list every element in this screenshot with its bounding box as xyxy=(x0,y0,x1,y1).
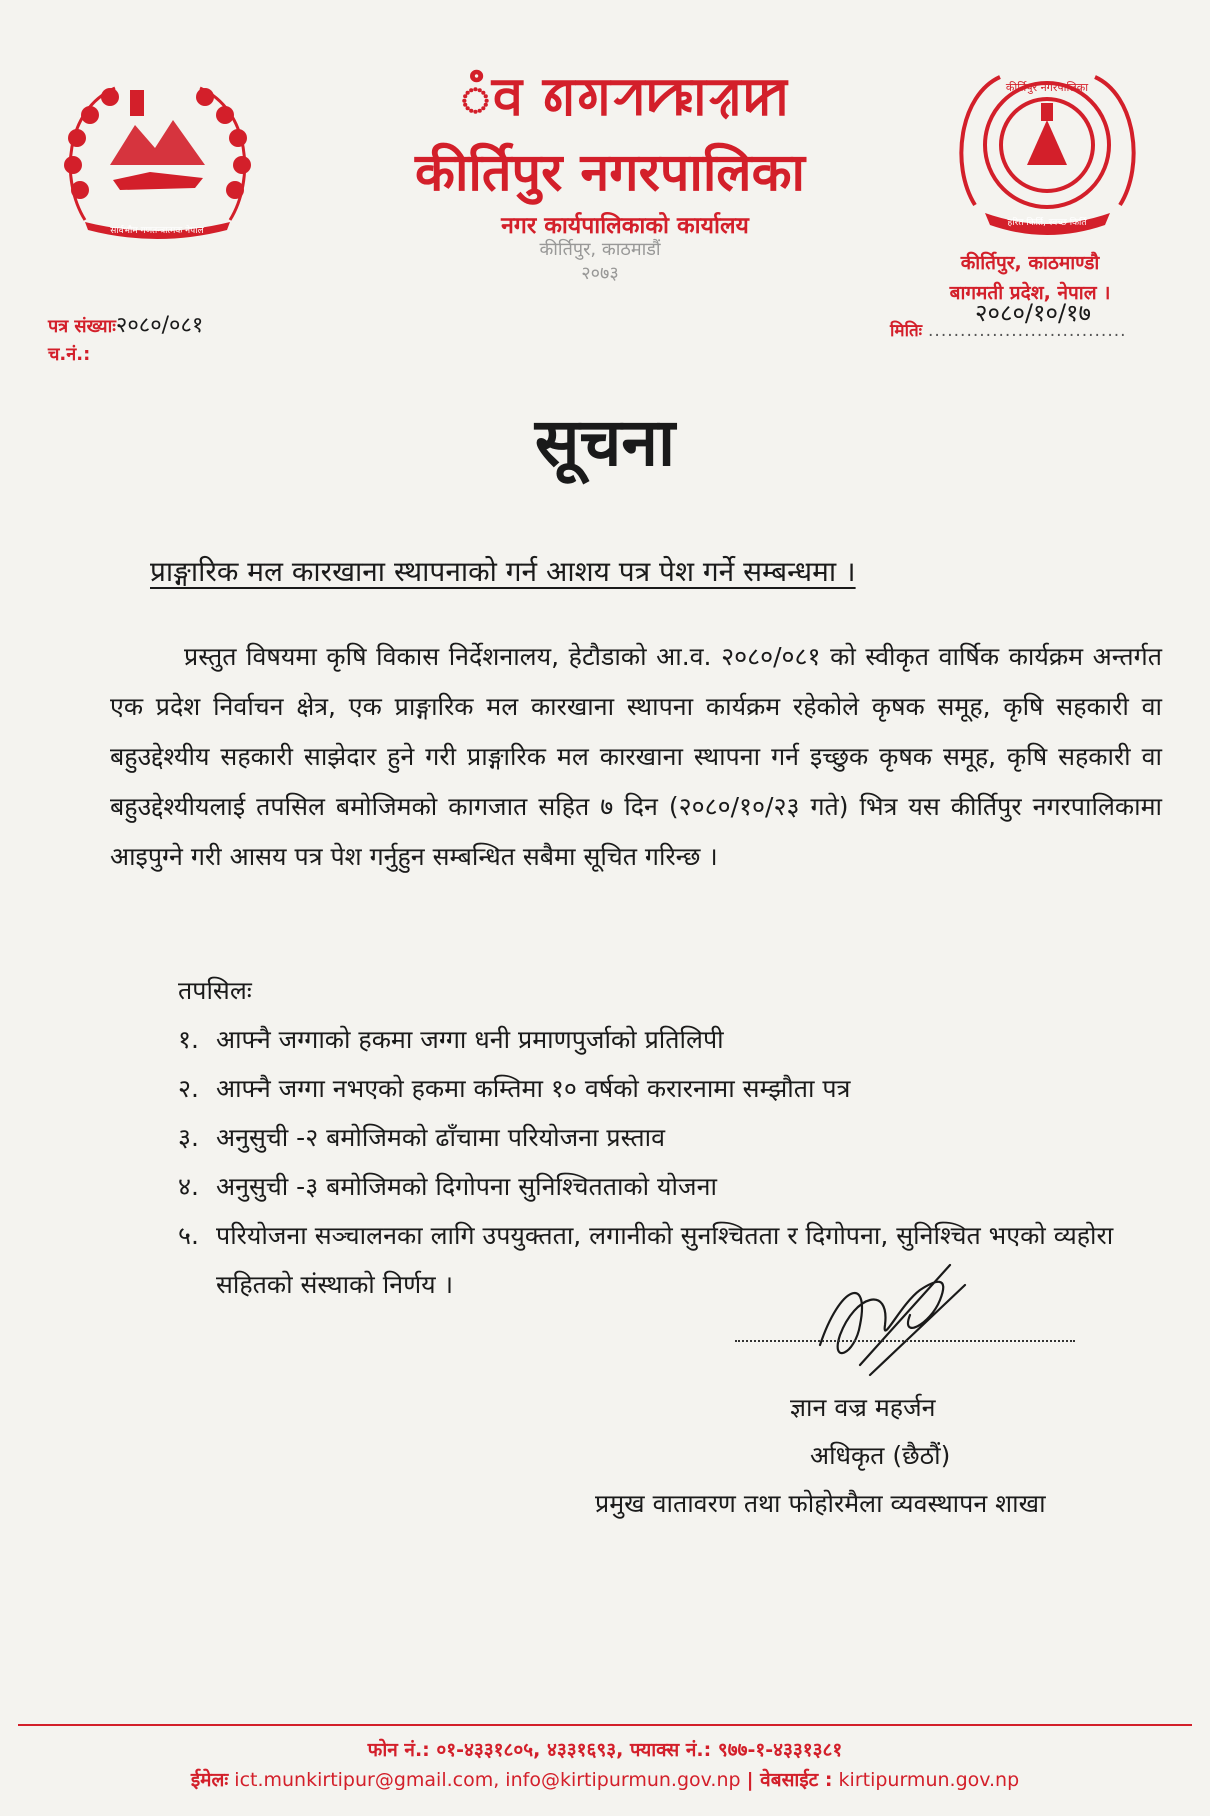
municipality-title: कीर्तिपुर नगरपालिका xyxy=(415,143,805,203)
svg-text:हरित किर्ति, स्वच्छ किर्ति: हरित किर्ति, स्वच्छ किर्ति xyxy=(1007,218,1087,228)
body-paragraph: प्रस्तुत विषयमा कृषि विकास निर्देशनालय, हेटौडाको आ.व. २०८०/०८१ को स्वीकृत वार्षिक कार्यक्रम अन्तर्गत एक प्रदेश निर्वाचन क्षेत्र, एक प्राङ्गारिक मल कारखाना स्थापना कार्यक्रम रहेकोले कृषक समूह, कृषि सहकारी वा बहुउद्देश्यीय सहकारी साझेदार हुने गरी प्राङ्गारिक मल कारखाना स्थापना गर्न इच्छुक कृषक समूह, कृषि सहकारी वा बहुउद्देश्यीयलाई तपसिल बमोजिमको कागजात सहित ७ दिन (२०८०/१०/२३ गते) भित्र यस कीर्तिपुर नगरपालिकामा आइपुग्ने गरी आसय पत्र पेश गर्नुहुन सम्बन्धित सबैमा सूचित गरिन्छ । xyxy=(110,642,1162,871)
svg-text:कीर्तिपुर नगरपालिका: कीर्तिपुर नगरपालिका xyxy=(1005,81,1089,94)
footer-divider xyxy=(18,1724,1192,1726)
nepal-emblem-icon xyxy=(55,70,260,240)
address-line-2: बागमती प्रदेश, नेपाल । xyxy=(949,282,1111,304)
list-item-number: २. xyxy=(178,1074,199,1103)
website-value[interactable]: kirtipurmun.gov.np xyxy=(838,1769,1020,1791)
date-value: २०८०/१०/१७ xyxy=(975,299,1092,327)
signatory-post: अधिकृत (छैठौं) xyxy=(810,1441,951,1470)
signatory-name: ज्ञान वज्र महर्जन xyxy=(790,1393,936,1422)
footer-phone: फोन नं.: ०१-४३३१८०५, ४३३१६९३, फ्याक्स नं.: ९७७-१-४३३१३८१ xyxy=(367,1739,843,1761)
office-subtitle: नगर कार्यपालिकाको कार्यालय xyxy=(501,213,749,239)
list-item-number: ३. xyxy=(178,1123,199,1152)
miti-dots: ............................... xyxy=(928,321,1127,341)
requirements-list xyxy=(178,1015,1178,1309)
list-item xyxy=(178,1064,1178,1113)
list-item xyxy=(178,1162,1178,1211)
list-item-number: ४. xyxy=(178,1172,199,1201)
website-label: | वेबसाईट : xyxy=(746,1769,833,1791)
list-item-text: अनुसुची -२ बमोजिमको ढाँचामा परियोजना प्रस्ताव xyxy=(216,1123,666,1152)
email-value[interactable]: ict.munkirtipur@gmail.com, info@kirtipurmun.gov.np xyxy=(234,1769,741,1791)
signatory-branch: प्रमुख वातावरण तथा फोहोरमैला व्यवस्थापन शाखा xyxy=(595,1489,1046,1518)
address-line-1: कीर्तिपुर, काठमाण्डौ xyxy=(960,252,1100,274)
email-label: ईमेलः xyxy=(190,1769,229,1791)
stamp-line-2: २०७३ xyxy=(581,263,619,284)
chalani-label: च.नं.: xyxy=(48,344,91,365)
miti-label: मितिः xyxy=(890,321,923,341)
notice-heading: सूचना xyxy=(534,404,676,481)
list-item-text: परियोजना सञ्चालनका लागि उपयुक्तता, लगानीको सुनश्चितता र दिगोपना, सुनिश्चित भएको व्यहोरा सहितको संस्थाको निर्णय । xyxy=(216,1221,1114,1299)
office-stamp xyxy=(505,238,695,318)
list-item-number: ५. xyxy=(178,1221,199,1250)
list-item xyxy=(178,1113,1178,1162)
list-item-text: अनुसुची -३ बमोजिमको दिगोपना सुनिश्चितताको योजना xyxy=(216,1172,717,1201)
tapsil-label: तपसिलः xyxy=(178,976,252,1005)
footer-contact xyxy=(0,1766,1210,1792)
reference-block xyxy=(48,312,203,369)
list-item xyxy=(178,1015,1178,1064)
signature-line xyxy=(735,1340,1075,1342)
date-line xyxy=(890,318,1127,341)
list-item-number: १. xyxy=(178,1025,199,1054)
patra-label: पत्र संख्याः xyxy=(48,316,116,337)
list-item-text: आफ्नै जग्गाको हकमा जग्गा धनी प्रमाणपुर्जाको प्रतिलिपी xyxy=(216,1025,724,1054)
list-item-text: आफ्नै जग्गा नभएको हकमा कम्तिमा १० वर्षको करारनामा सम्झौता पत्र xyxy=(216,1074,851,1103)
notice-subject: प्राङ्गारिक मल कारखाना स्थापनाको गर्न आशय पत्र पेश गर्ने सम्बन्धमा । xyxy=(150,555,856,588)
patra-value: २०८०/०८१ xyxy=(115,313,204,338)
list-item xyxy=(178,1211,1178,1309)
stamp-line-1: कीर्तिपुर, काठमाडौं xyxy=(539,239,661,260)
title-newari: ꠋꠛ ꠘꠉꠞꠚꠣꠟꠇ xyxy=(460,69,790,127)
signature-icon xyxy=(800,1245,980,1385)
municipality-seal-icon xyxy=(945,65,1150,235)
notice-body xyxy=(110,632,1162,882)
svg-text:सार्वभौम गणतन्त्रात्मक नेपाल: सार्वभौम गणतन्त्रात्मक नेपाल xyxy=(110,226,204,236)
